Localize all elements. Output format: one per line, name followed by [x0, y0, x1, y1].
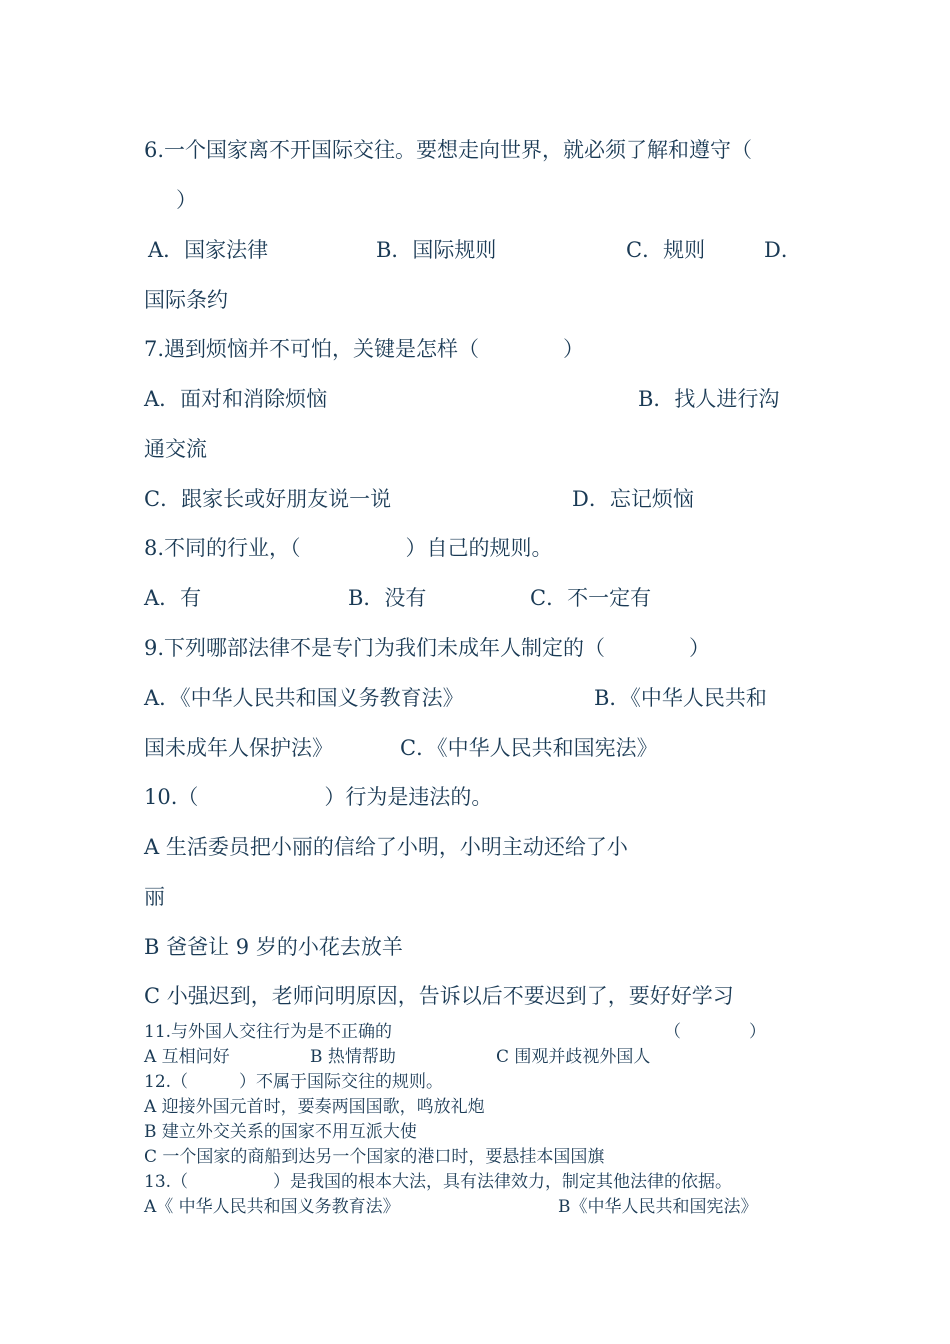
q13-stem: 13.（ ）是我国的根本大法，具有法律效力，制定其他法律的依据。 — [144, 1172, 733, 1192]
q13-option-a: A《 中华人民共和国义务教育法》 — [144, 1197, 400, 1217]
q11-option-c: C 围观并歧视外国人 — [496, 1047, 651, 1067]
q8-option-c: C．不一定有 — [530, 586, 652, 610]
q9-option-a: A．《中华人民共和国义务教育法》 — [144, 686, 464, 710]
q10-stem: 10.（ ）行为是违法的。 — [144, 785, 493, 809]
q10-option-c: C 小强迟到，老师问明原因，告诉以后不要迟到了，要好好学习 — [144, 984, 734, 1008]
q7-option-d: D．忘记烦恼 — [572, 487, 694, 511]
q7-option-b-continued: 通交流 — [144, 437, 207, 461]
q6-stem-close: ） — [176, 188, 197, 212]
q6-option-d-text: 国际条约 — [144, 288, 228, 312]
q7-option-c: C．跟家长或好朋友说一说 — [144, 487, 392, 511]
q10-option-a: A 生活委员把小丽的信给了小明，小明主动还给了小 — [144, 835, 628, 859]
q11-stem: 11.与外国人交往行为是不正确的 — [144, 1022, 393, 1042]
q11-answer-paren: （ ） — [664, 1022, 766, 1042]
q9-stem: 9.下列哪部法律不是专门为我们未成年人制定的（ ） — [144, 636, 711, 660]
q11-option-b: B 热情帮助 — [310, 1047, 396, 1067]
q6-option-b: B．国际规则 — [376, 238, 497, 262]
q8-option-a: A．有 — [144, 586, 202, 610]
q6-stem: 6.一个国家离不开国际交往。要想走向世界，就必须了解和遵守（ — [144, 138, 753, 162]
q8-stem: 8.不同的行业，（ ）自己的规则。 — [144, 536, 553, 560]
q8-option-b: B．没有 — [348, 586, 427, 610]
q12-option-b: B 建立外交关系的国家不用互派大使 — [144, 1122, 417, 1142]
q7-option-a: A．面对和消除烦恼 — [144, 387, 328, 411]
q12-option-c: C 一个国家的商船到达另一个国家的港口时，要悬挂本国国旗 — [144, 1147, 605, 1167]
q12-stem: 12.（ ）不属于国际交往的规则。 — [144, 1072, 444, 1092]
q6-option-c: C．规则 — [626, 238, 706, 262]
q7-option-b: B．找人进行沟 — [638, 387, 780, 411]
q10-option-a-continued: 丽 — [144, 885, 165, 909]
q10-option-b: B 爸爸让 9 岁的小花去放羊 — [144, 935, 403, 959]
q6-option-d-letter: D． — [764, 238, 802, 262]
q6-option-a: A．国家法律 — [148, 238, 269, 262]
q7-stem: 7.遇到烦恼并不可怕，关键是怎样（ ） — [144, 337, 585, 361]
q9-option-b: B．《中华人民共和 — [594, 686, 767, 710]
q9-option-c: C．《中华人民共和国宪法》 — [400, 736, 658, 760]
q9-option-b-continued: 国未成年人保护法》 — [144, 736, 333, 760]
q12-option-a: A 迎接外国元首时，要奏两国国歌，鸣放礼炮 — [144, 1097, 485, 1117]
q11-option-a: A 互相问好 — [144, 1047, 230, 1067]
q13-option-b: B《中华人民共和国宪法》 — [558, 1197, 758, 1217]
